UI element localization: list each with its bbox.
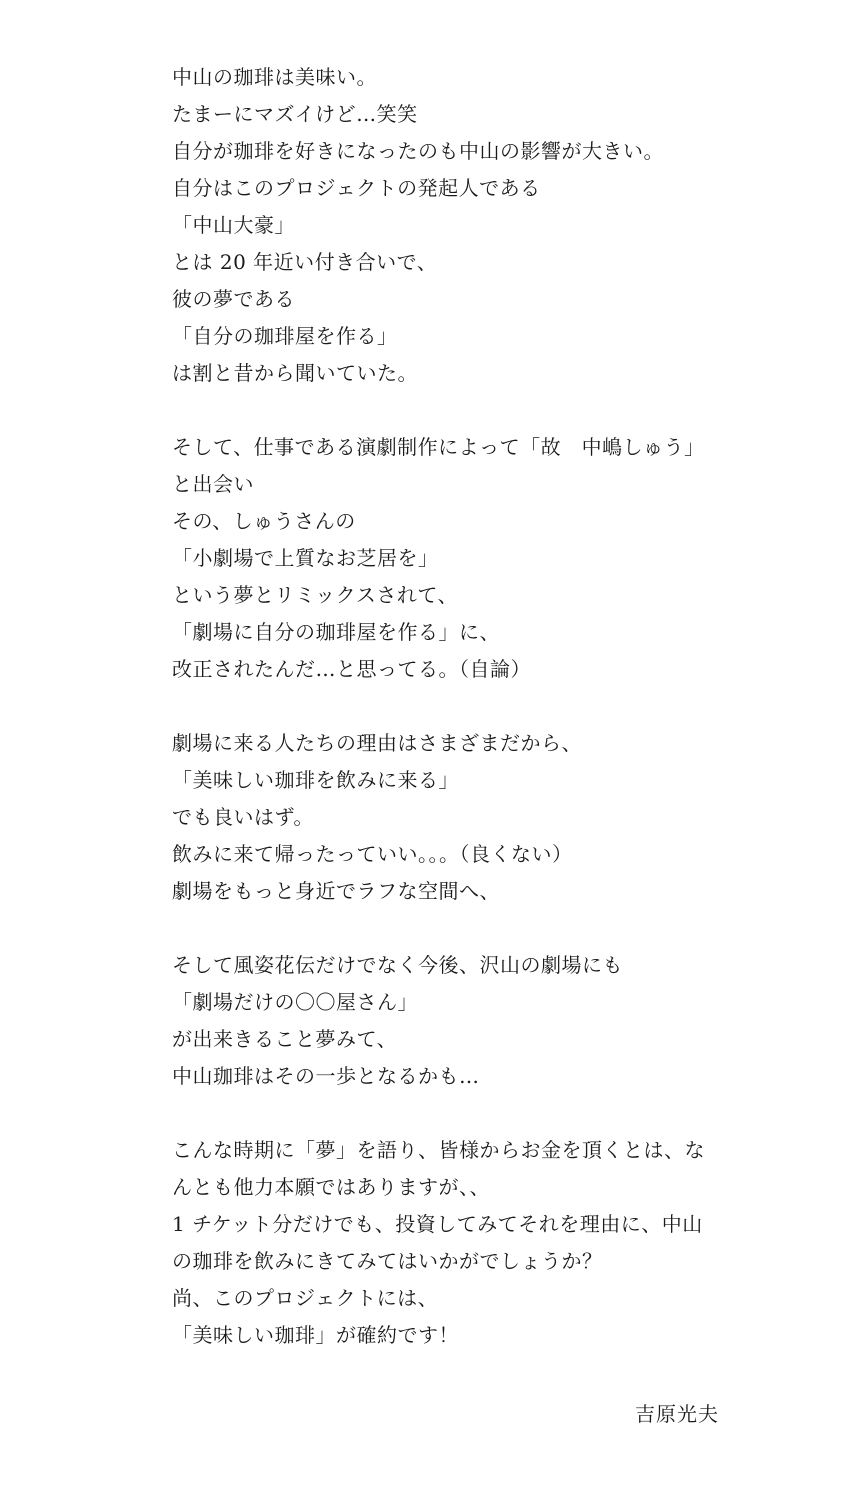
text-line: そして風姿花伝だけでなく今後、沢山の劇場にも — [172, 953, 623, 977]
text-line: 「自分の珈琲屋を作る」 — [172, 324, 398, 348]
paragraph-4 — [172, 947, 732, 1095]
text-line: 「劇場に自分の珈琲屋を作る」に、 — [172, 620, 500, 644]
text-line: その、しゅうさんの — [172, 509, 356, 533]
text-line: 飲みに来て帰ったっていい。。。（良くない） — [172, 842, 573, 866]
text-line: と出会い — [172, 472, 254, 496]
text-line: の珈琲を飲みにきてみてはいかがでしょうか？ — [172, 1249, 603, 1273]
text-line: 「中山大豪」 — [172, 213, 295, 237]
text-line: は割と昔から聞いていた。 — [172, 361, 418, 385]
text-line: 中山の珈琲は美味い。 — [172, 65, 377, 89]
text-line: んとも他力本願ではありますが、、 — [172, 1175, 490, 1199]
text-line: そして、仕事である演劇制作によって「故 中嶋しゅう」 — [172, 435, 705, 459]
text-line: 1 チケット分だけでも、投資してみてそれを理由に、中山 — [172, 1212, 703, 1236]
text-line: 「美味しい珈琲を飲みに来る」 — [172, 768, 459, 792]
text-line: とは 20 年近い付き合いで、 — [172, 250, 438, 274]
text-line: 彼の夢である — [172, 287, 295, 311]
author-signature: 吉原光夫 — [635, 1402, 719, 1426]
text-line: 「劇場だけの〇〇屋さん」 — [172, 990, 418, 1014]
text-line: という夢とリミックスされて、 — [172, 583, 458, 607]
text-line: 「美味しい珈琲」が確約です！ — [172, 1323, 459, 1347]
paragraph-5 — [172, 1132, 732, 1354]
text-line: 改正されたんだ…と思ってる。（自論） — [172, 657, 531, 681]
text-line: 自分が珈琲を好きになったのも中山の影響が大きい。 — [172, 139, 664, 163]
text-line: 中山珈琲はその一歩となるかも… — [172, 1064, 480, 1088]
text-line: たまーにマズイけど…笑笑 — [172, 102, 418, 126]
text-line: 尚、このプロジェクトには、 — [172, 1286, 439, 1310]
text-line: 劇場をもっと身近でラフな空間へ、 — [172, 879, 500, 903]
text-line: こんな時期に「夢」を語り、皆様からお金を頂くとは、な — [172, 1138, 705, 1162]
text-line: でも良いはず。 — [172, 805, 314, 829]
text-line: 自分はこのプロジェクトの発起人である — [172, 176, 541, 200]
paragraph-3 — [172, 725, 732, 910]
text-line: 「小劇場で上質なお芝居を」 — [172, 546, 439, 570]
paragraph-1 — [172, 59, 732, 392]
text-line: が出来きること夢みて、 — [172, 1027, 398, 1051]
paragraph-2 — [172, 429, 732, 688]
text-line: 劇場に来る人たちの理由はさまざまだから、 — [172, 731, 582, 755]
essay-body — [172, 59, 732, 1391]
